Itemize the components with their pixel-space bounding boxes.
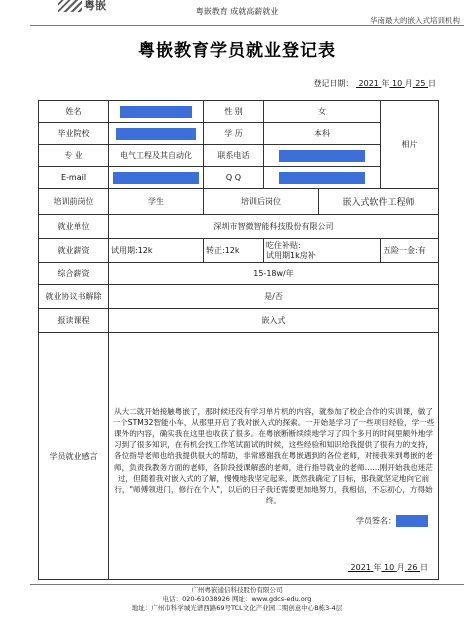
- redacted-qq: [279, 172, 365, 184]
- registration-year: 2021: [358, 79, 379, 88]
- major-label: 专 业: [39, 145, 109, 167]
- email-value: [109, 167, 204, 189]
- footer-company: 广州粤嵌通信科技股份有限公司: [191, 586, 283, 594]
- post-training-post-value: 嵌入式软件工程师: [319, 189, 439, 215]
- employer-label: 就业单位: [39, 215, 109, 239]
- course-value: 嵌入式: [109, 309, 439, 333]
- sign-month: 10: [383, 562, 395, 572]
- registration-day: 25: [415, 79, 426, 88]
- annual-salary-label: 综合薪资: [39, 263, 109, 285]
- footer-contact: 电话：020-61038926 网址：www.gdcs-edu.org: [162, 595, 312, 603]
- major-value: 电气工程及其自动化: [109, 145, 204, 167]
- signature-label: 学员签名：: [356, 516, 396, 526]
- redacted-school: [116, 128, 196, 140]
- redacted-signature: [396, 515, 428, 527]
- gender-label: 性 别: [204, 101, 264, 123]
- org-tagline: 华南最大的嵌入式培训机构: [370, 16, 460, 25]
- subsidy-detail: 试用期1k房补: [266, 250, 316, 260]
- pre-training-post-label: 培训前岗位: [39, 189, 109, 215]
- agreement-value: 是/否: [109, 285, 439, 309]
- qq-label: Q Q: [204, 167, 264, 189]
- email-label: E-mail: [39, 167, 109, 189]
- phone-value: [264, 145, 381, 167]
- footer: [0, 586, 474, 613]
- redacted-phone: [279, 150, 365, 162]
- agreement-label: 就业协议书解除: [39, 285, 109, 309]
- qq-value: [264, 167, 381, 189]
- footer-address: 地址：广州市科学城光谱西路69号TCL文化产业园二期创意中心B栋3-4层: [131, 604, 343, 612]
- salary-label: 就业薪资: [39, 239, 109, 263]
- insurance-value: 五险一金:有: [381, 239, 439, 263]
- registration-month: 10: [391, 79, 403, 88]
- sign-day: 26: [407, 562, 418, 572]
- testimonial-text: 从大二就开始接触粤嵌了，那时候还没有学习单片机的内容，就参加了校企合作的实训课，做了一个STM32智能小车，从那里开启了我对嵌入式的探索。一开始是学习了一些项目经验，学一些课外的内容，确实我在这里也收获了很多。在粤嵌断断续续地学习了四个多月的时间里额外地学习到了很多知识，在有机会找工作笔试面试的时候，这些经验和知识给我提供了很有力的支持，各位指导老师也给我提供很大的帮助，非常感谢我在粤嵌遇到的各位老师，对接我来到粤嵌的老师，负责我教务方面的老师，各阶段授课解惑的老师，进行指导就业的老师……刚开始我也迷茫过，但随着我对嵌入式的了解，慢慢地我坚定起来，既然我确定了目标，那我就坚定地向它前行，"师傅领进门，修行在个人"，以后的日子我还需要更加地努力，我相信，不忘初心，方得始终。: [112, 406, 435, 506]
- header-slogan: 粤嵌教育 成就高薪就业: [195, 7, 279, 16]
- signature-date: [348, 562, 428, 573]
- month-suffix: 月: [404, 79, 413, 88]
- annual-salary-value: 15-18w/年: [109, 263, 439, 285]
- education-value: 本科: [264, 123, 381, 145]
- employer-value: 深圳市智微智能科技股份有限公司: [109, 215, 439, 239]
- photo-box: 相片: [381, 101, 439, 189]
- registration-form-table: [38, 100, 439, 580]
- year-suffix: 年: [381, 79, 390, 88]
- redacted-name: [120, 106, 192, 118]
- sign-month-suffix: 月: [396, 562, 405, 572]
- post-training-post-label: 培训后岗位: [204, 189, 319, 215]
- footer-divider: [30, 584, 464, 585]
- school-value: [109, 123, 204, 145]
- name-value: [109, 101, 204, 123]
- pre-training-post-value: 学生: [109, 189, 204, 215]
- school-label: 毕业院校: [39, 123, 109, 145]
- subsidy-cell: [264, 239, 381, 263]
- regular-salary: 转正:12k: [204, 239, 264, 263]
- education-label: 学 历: [204, 123, 264, 145]
- probation-salary: 试用期:12k: [109, 239, 204, 263]
- name-label: 姓名: [39, 101, 109, 123]
- registration-date-label: 登记日期：: [313, 79, 354, 88]
- sign-year-suffix: 年: [373, 562, 382, 572]
- testimonial-label: 学员就业感言: [39, 333, 109, 580]
- document-title: 粤嵌教育学员就业登记表: [138, 41, 336, 61]
- day-suffix: 日: [428, 79, 436, 88]
- sign-year: 2021: [350, 562, 371, 572]
- gender-value: 女: [264, 101, 381, 123]
- top-band: [0, 0, 474, 26]
- subsidy-label: 吃住补贴:: [266, 240, 301, 250]
- sign-day-suffix: 日: [420, 562, 428, 572]
- signature-line: [356, 515, 428, 527]
- registration-date: [313, 78, 436, 89]
- header-divider: [30, 25, 464, 26]
- redacted-email: [113, 172, 199, 184]
- testimonial-cell: [109, 333, 439, 580]
- brand-logo-text: 粤嵌: [84, 0, 106, 12]
- phone-label: 联系电话: [204, 145, 264, 167]
- course-label: 报读课程: [39, 309, 109, 333]
